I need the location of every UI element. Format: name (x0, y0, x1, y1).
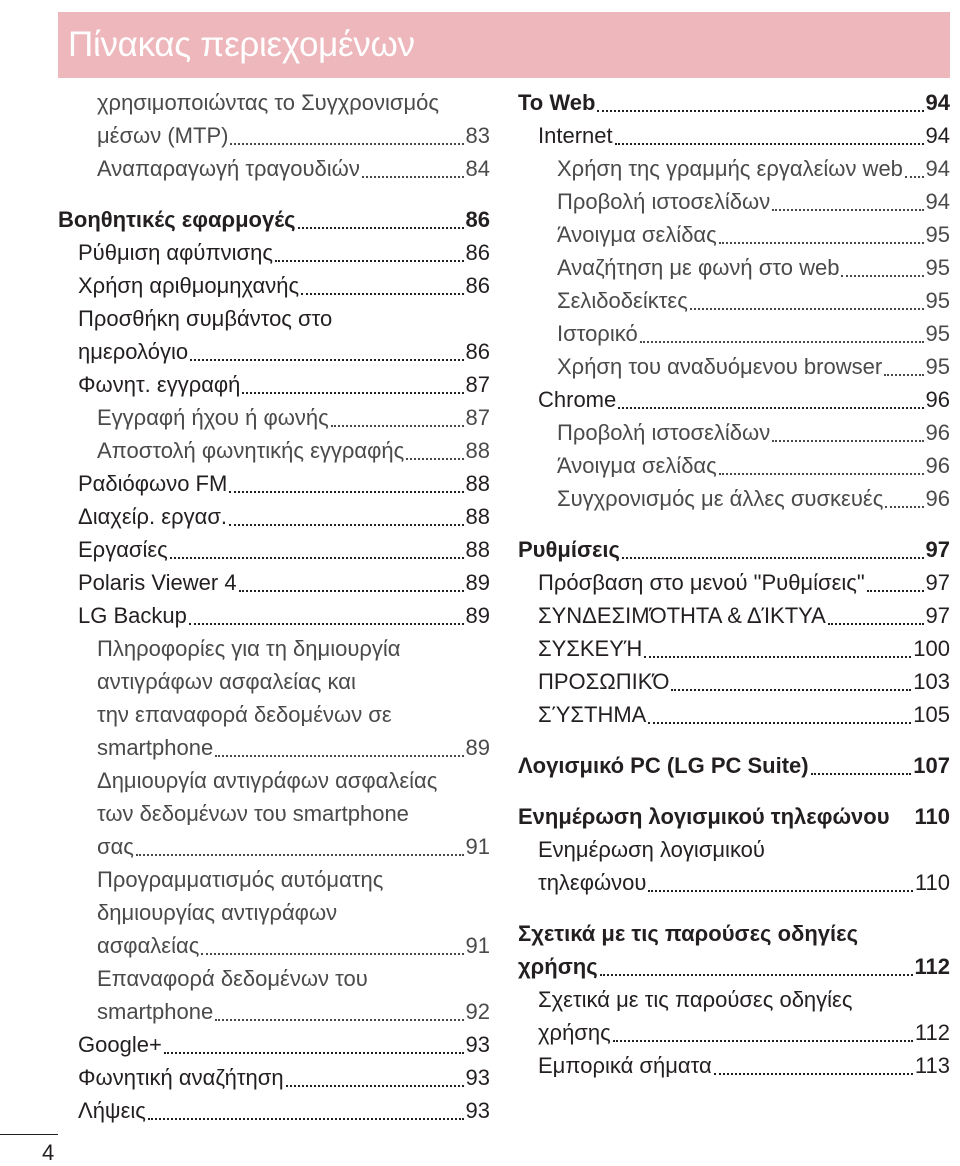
toc-dot-leader (298, 227, 464, 229)
toc-dot-leader (618, 407, 923, 409)
toc-dot-leader (644, 656, 911, 658)
toc-entry-line (78, 467, 490, 500)
toc-dot-leader (772, 209, 923, 211)
toc-entry-line (518, 86, 950, 119)
toc-entry-line (557, 218, 950, 251)
toc-dot-leader (242, 392, 463, 394)
toc-entry-line (78, 269, 490, 302)
toc-entry-line (78, 500, 490, 533)
page-number-rule (0, 1134, 58, 1135)
toc-entry-line (97, 731, 490, 764)
toc-entry-text-line: των δεδομένων του smartphone (97, 801, 409, 826)
toc-dot-leader (286, 1085, 464, 1087)
toc-page-number: 94 (925, 123, 950, 148)
toc-entry[interactable] (518, 1049, 950, 1082)
toc-dot-leader (640, 341, 924, 343)
toc-entry-line (78, 1061, 490, 1094)
toc-entry-line (557, 284, 950, 317)
toc-entry-line (78, 1094, 490, 1127)
toc-entry-title: Σελιδοδείκτες (557, 288, 688, 313)
toc-entry-line (538, 566, 950, 599)
toc-entry-text-line: Πληροφορίες για τη δημιουργία (97, 636, 401, 661)
toc-entry-line (557, 152, 950, 185)
toc-entry-line (78, 1028, 490, 1061)
toc-entry-title: χρήσης (518, 954, 598, 979)
toc-page-number: 94 (925, 90, 950, 115)
toc-entry-title: Προβολή ιστοσελίδων (557, 189, 771, 214)
toc-entry[interactable] (518, 533, 950, 566)
toc-page-number: 94 (925, 189, 950, 214)
toc-entry-title: μέσων (MTP) (97, 123, 229, 148)
toc-entry-line (538, 632, 950, 665)
toc-page-number: 97 (925, 570, 950, 595)
toc-entry-line (78, 368, 490, 401)
toc-entry-line (97, 434, 490, 467)
toc-entry-text-line: Σχετικά με τις παρούσες οδηγίες (518, 921, 859, 946)
toc-entry-line (78, 236, 490, 269)
toc-entry[interactable] (58, 434, 490, 467)
toc-entry[interactable] (518, 185, 950, 218)
toc-page-number: 103 (913, 669, 950, 694)
toc-dot-leader (867, 590, 924, 592)
toc-entry-text-line: Προγραμματισμός αυτόματης (97, 867, 384, 892)
toc-dot-leader (275, 260, 464, 262)
toc-page-number: 95 (925, 354, 950, 379)
toc-page-number: 84 (465, 156, 490, 181)
toc-page-number: 112 (914, 1020, 950, 1045)
toc-page-number: 93 (465, 1098, 490, 1123)
toc-entry[interactable] (518, 152, 950, 185)
toc-dot-leader (600, 974, 913, 976)
toc-page-number: 113 (914, 1053, 950, 1078)
toc-entry-title: ΣΥΝΔΕΣΙΜΌΤΗΤΑ & ΔΊΚΤΥΑ (538, 603, 826, 628)
toc-entry[interactable] (58, 1061, 490, 1094)
toc-page-number: 95 (925, 222, 950, 247)
toc-dot-leader (215, 755, 463, 757)
toc-entry[interactable] (518, 416, 950, 449)
toc-entry[interactable] (518, 218, 950, 251)
toc-entry[interactable] (58, 962, 490, 1028)
toc-page-number: 89 (465, 570, 490, 595)
toc-page-number: 89 (465, 603, 490, 628)
toc-page-number: 86 (465, 207, 490, 232)
toc-entry[interactable] (58, 86, 490, 152)
toc-page-number: 110 (914, 804, 950, 829)
toc-entry-line (97, 119, 490, 152)
toc-page-number: 86 (465, 339, 490, 364)
toc-dot-leader (406, 458, 463, 460)
toc-entry-line (538, 383, 950, 416)
toc-dot-leader (362, 176, 464, 178)
toc-dot-leader (841, 275, 923, 277)
toc-entry-title: Εμπορικά σήματα (538, 1053, 712, 1078)
toc-left-column (58, 86, 490, 1127)
toc-dot-leader (190, 359, 463, 361)
toc-entry[interactable] (518, 698, 950, 731)
toc-entry[interactable] (518, 566, 950, 599)
toc-page-number: 105 (913, 702, 950, 727)
toc-entry[interactable] (518, 383, 950, 416)
toc-dot-leader (690, 308, 924, 310)
toc-page-number: 93 (465, 1065, 490, 1090)
toc-dot-leader (597, 110, 923, 112)
toc-page-number: 92 (465, 999, 490, 1024)
toc-entry-title: Ρύθμιση αφύπνισης (78, 240, 273, 265)
toc-page-number: 97 (925, 537, 950, 562)
toc-dot-leader (828, 623, 924, 625)
toc-entry-line (557, 350, 950, 383)
toc-entry[interactable] (58, 236, 490, 269)
toc-entry-title: Φωνητ. εγγραφή (78, 372, 241, 397)
toc-page-number: 112 (914, 954, 950, 979)
toc-entry[interactable] (518, 917, 950, 983)
toc-entry[interactable] (58, 152, 490, 185)
toc-entry-line (97, 401, 490, 434)
toc-page-number: 96 (925, 486, 950, 511)
toc-entry-line (538, 119, 950, 152)
toc-page-number: 89 (465, 735, 490, 760)
toc-page-number: 95 (925, 255, 950, 280)
toc-dot-leader (905, 176, 924, 178)
toc-entry-text-line: Δημιουργία αντιγράφων ασφαλείας (97, 768, 438, 793)
toc-entry-text-line: Προσθήκη συμβάντος στο (78, 306, 333, 331)
toc-entry-line (97, 995, 490, 1028)
toc-page-number: 88 (465, 438, 490, 463)
toc-entry[interactable] (58, 863, 490, 962)
toc-entry-title: smartphone (97, 735, 214, 760)
toc-page-number: 86 (465, 273, 490, 298)
toc-entry-title: Το Web (518, 90, 596, 115)
toc-entry-text-line: δημιουργίας αντιγράφων (97, 900, 338, 925)
toc-entry[interactable] (58, 632, 490, 764)
toc-entry-title: Polaris Viewer 4 (78, 570, 237, 595)
toc-page-number: 97 (925, 603, 950, 628)
toc-entry-line (538, 1016, 950, 1049)
toc-page-number: 96 (925, 387, 950, 412)
toc-page-number: 88 (465, 504, 490, 529)
toc-page-number: 83 (465, 123, 490, 148)
toc-entry[interactable] (58, 269, 490, 302)
toc-dot-leader (331, 425, 464, 427)
toc-entry[interactable] (58, 764, 490, 863)
toc-entry[interactable] (518, 833, 950, 899)
toc-right-column (518, 86, 950, 1082)
toc-dot-leader (885, 506, 923, 508)
toc-dot-leader (622, 557, 924, 559)
toc-entry-line (538, 698, 950, 731)
toc-entry-title: Χρήση του αναδυόμενου browser (557, 354, 883, 379)
toc-entry-line (557, 185, 950, 218)
toc-dot-leader (229, 491, 463, 493)
toc-entry-title: τηλεφώνου (538, 870, 647, 895)
toc-dot-leader (230, 143, 463, 145)
toc-entry-title: LG Backup (78, 603, 187, 628)
toc-entry-line (557, 482, 950, 515)
page-number: 4 (42, 1140, 55, 1165)
toc-entry-title: Άνοιγμα σελίδας (557, 222, 717, 247)
toc-entry-line (97, 830, 490, 863)
toc-entry-title: Πρόσβαση στο μενού "Ρυθμίσεις" (538, 570, 865, 595)
toc-dot-leader (613, 1040, 913, 1042)
toc-dot-leader (648, 722, 911, 724)
toc-entry[interactable] (518, 251, 950, 284)
toc-entry-title: Ραδιόφωνο FM (78, 471, 228, 496)
toc-page-number: 94 (925, 156, 950, 181)
toc-entry-text-line: την επαναφορά δεδομένων σε (97, 702, 392, 727)
toc-entry[interactable] (518, 632, 950, 665)
toc-entry-line (78, 599, 490, 632)
toc-entry-title: Ρυθμίσεις (518, 537, 620, 562)
toc-entry-line (538, 599, 950, 632)
toc-entry-title: Χρήση αριθμομηχανής (78, 273, 300, 298)
toc-entry[interactable] (58, 302, 490, 368)
toc-entry-title: Internet (538, 123, 613, 148)
toc-dot-leader (136, 854, 464, 856)
toc-entry-text-line: Ενημέρωση λογισμικού (538, 837, 765, 862)
toc-dot-leader (772, 440, 923, 442)
toc-entry-line (97, 152, 490, 185)
toc-entry-line (557, 317, 950, 350)
toc-page-number: 100 (913, 636, 950, 661)
toc-entry[interactable] (518, 284, 950, 317)
toc-page-number: 96 (925, 420, 950, 445)
title-bar (58, 12, 950, 78)
toc-entry-line (557, 449, 950, 482)
toc-entry[interactable] (518, 665, 950, 698)
toc-entry-line (557, 251, 950, 284)
toc-entry-title: ΠΡΟΣΩΠΙΚΌ (538, 669, 670, 694)
toc-entry-line (78, 566, 490, 599)
toc-entry-line (518, 533, 950, 566)
toc-page-number: 96 (925, 453, 950, 478)
toc-entry[interactable] (518, 482, 950, 515)
toc-entry[interactable] (58, 566, 490, 599)
toc-entry-line (78, 533, 490, 566)
toc-entry[interactable] (58, 467, 490, 500)
toc-entry-line (538, 665, 950, 698)
toc-entry-title: Ιστορικό (557, 321, 638, 346)
toc-entry-title: Αποστολή φωνητικής εγγραφής (97, 438, 405, 463)
toc-entry-title: ΣΥΣΚΕΥΉ (538, 636, 643, 661)
toc-entry-line (538, 1049, 950, 1082)
toc-entry[interactable] (518, 86, 950, 119)
toc-entry-title: Αναζήτηση με φωνή στο web (557, 255, 840, 280)
toc-page-number: 87 (465, 405, 490, 430)
toc-page-number: 95 (925, 288, 950, 313)
toc-entry-line (78, 335, 490, 368)
toc-dot-leader (714, 1073, 913, 1075)
toc-entry-title: Λήψεις (78, 1098, 146, 1123)
toc-dot-leader (215, 1019, 463, 1021)
toc-entry-title: χρήσης (538, 1020, 611, 1045)
toc-entry-title: ασφαλείας (97, 933, 200, 958)
toc-entry-line (538, 866, 950, 899)
toc-entry-text-line: Σχετικά με τις παρούσες οδηγίες (538, 987, 853, 1012)
toc-entry[interactable] (58, 401, 490, 434)
toc-entry[interactable] (518, 749, 950, 782)
toc-dot-leader (884, 374, 923, 376)
toc-entry-title: Λογισμικό PC (LG PC Suite) (518, 753, 809, 778)
toc-dot-leader (671, 689, 911, 691)
toc-entry-title: Ενημέρωση λογισμικού τηλεφώνου (518, 804, 890, 829)
toc-entry-title: Βοηθητικές εφαρμογές (58, 207, 296, 232)
toc-entry-line (557, 416, 950, 449)
toc-entry[interactable] (58, 368, 490, 401)
toc-entry-title: Συγχρονισμός με άλλες συσκευές (557, 486, 884, 511)
toc-entry-title: ΣΎΣΤΗΜΑ (538, 702, 647, 727)
toc-dot-leader (719, 242, 924, 244)
toc-entry-line (58, 203, 490, 236)
toc-page-number: 110 (914, 870, 950, 895)
toc-entry-line (97, 929, 490, 962)
toc-entry-title: Χρήση της γραμμής εργαλείων web (557, 156, 903, 181)
toc-entry[interactable] (58, 1094, 490, 1127)
toc-entry-title: Chrome (538, 387, 617, 412)
toc-entry-title: smartphone (97, 999, 214, 1024)
page-title: Πίνακας περιεχομένων (68, 25, 415, 64)
toc-page-number: 95 (925, 321, 950, 346)
toc-dot-leader (719, 473, 924, 475)
toc-entry-title: Διαχείρ. εργασ. (78, 504, 228, 529)
toc-dot-leader (811, 773, 912, 775)
toc-page-number: 87 (465, 372, 490, 397)
toc-dot-leader (189, 623, 464, 625)
toc-page-number: 86 (465, 240, 490, 265)
toc-entry[interactable] (518, 317, 950, 350)
toc-entry-title: Εργασίες (78, 537, 168, 562)
toc-entry[interactable] (518, 599, 950, 632)
toc-entry[interactable] (518, 983, 950, 1049)
toc-entry-title: Εγγραφή ήχου ή φωνής (97, 405, 329, 430)
toc-dot-leader (301, 293, 463, 295)
toc-entry[interactable] (518, 350, 950, 383)
toc-dot-leader (148, 1118, 464, 1120)
toc-dot-leader (164, 1052, 464, 1054)
toc-entry-text-line: χρησιμοποιώντας το Συγχρονισμός (97, 90, 439, 115)
toc-entry-text-line: αντιγράφων ασφαλείας και (97, 669, 356, 694)
toc-page-number: 107 (913, 753, 950, 778)
toc-entry[interactable] (58, 1028, 490, 1061)
toc-entry-line (518, 749, 950, 782)
toc-page-number: 91 (465, 933, 490, 958)
toc-entry-line (518, 950, 950, 983)
toc-page-number: 88 (465, 537, 490, 562)
toc-entry-text-line: Επαναφορά δεδομένων του (97, 966, 368, 991)
toc-entry-title: Google+ (78, 1032, 162, 1057)
toc-entry-title: ημερολόγιο (78, 339, 189, 364)
toc-entry-line (518, 800, 950, 833)
toc-dot-leader (648, 890, 912, 892)
toc-dot-leader (201, 953, 463, 955)
toc-page-number: 88 (465, 471, 490, 496)
toc-entry[interactable] (518, 119, 950, 152)
toc-entry[interactable] (518, 449, 950, 482)
toc-page-number: 91 (465, 834, 490, 859)
toc-dot-leader (229, 524, 464, 526)
toc-entry[interactable] (58, 599, 490, 632)
toc-entry-title: σας (97, 834, 134, 859)
toc-dot-leader (239, 590, 464, 592)
toc-dot-leader (170, 557, 464, 559)
toc-page-number: 93 (465, 1032, 490, 1057)
toc-entry-title: Αναπαραγωγή τραγουδιών (97, 156, 360, 181)
toc-entry[interactable] (58, 203, 490, 236)
toc-entry[interactable] (58, 500, 490, 533)
toc-dot-leader (615, 143, 924, 145)
toc-entry-title: Άνοιγμα σελίδας (557, 453, 717, 478)
toc-entry-title: Φωνητική αναζήτηση (78, 1065, 284, 1090)
toc-entry-title: Προβολή ιστοσελίδων (557, 420, 771, 445)
toc-entry[interactable] (518, 800, 950, 833)
toc-entry[interactable] (58, 533, 490, 566)
